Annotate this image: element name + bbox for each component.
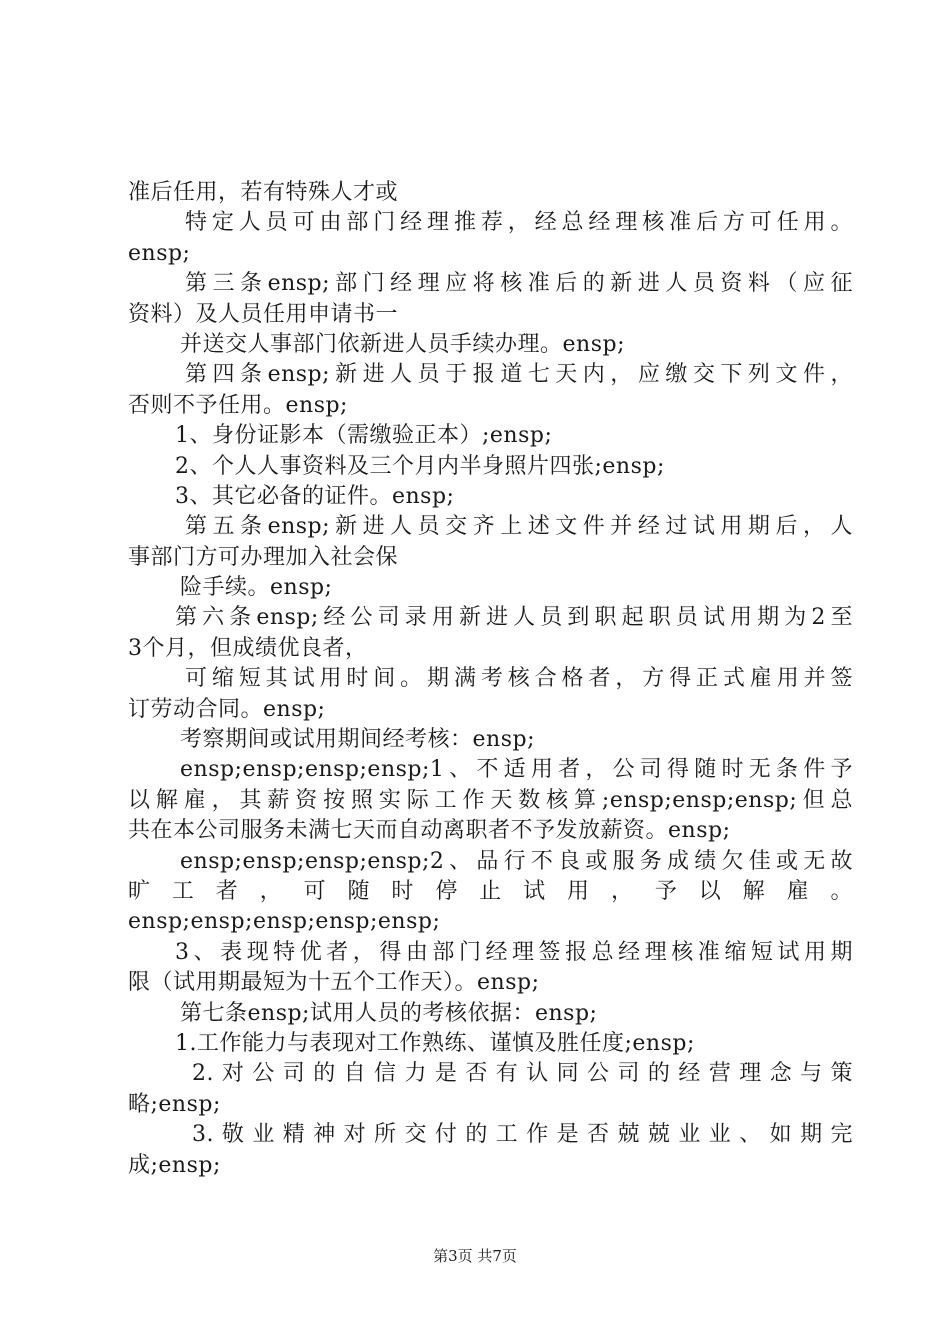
text-line: ensp;ensp;ensp;ensp;1、不适用者，公司得随时无条件予 — [180, 757, 853, 783]
text-line: 共在本公司服务未满七天而自动离职者不予发放薪资。ensp; — [128, 818, 731, 844]
text-line: 第六条ensp;经公司录用新进人员到职起职员试用期为2至 — [175, 605, 853, 631]
text-line: 3个月，但成绩优良者， — [128, 635, 368, 661]
text-line: 3、表现特优者，得由部门经理签报总经理核准缩短试用期 — [175, 939, 853, 965]
text-line: 考察期间或试用期间经考核：ensp; — [180, 727, 535, 753]
text-line: 资料）及人员任用申请书一 — [128, 301, 399, 327]
text-line: 第三条ensp;部门经理应将核准后的新进人员资料（应征 — [185, 271, 853, 297]
page-footer: 第3页 共7页 — [433, 1247, 517, 1265]
text-line: ensp;ensp;ensp;ensp;ensp; — [128, 909, 441, 935]
text-line: 准后任用，若有特殊人才或 — [128, 180, 399, 205]
text-line: 第五条ensp;新进人员交齐上述文件并经过试用期后，人 — [185, 514, 853, 540]
text-line: 第四条ensp;新进人员于报道七天内，应缴交下列文件， — [185, 362, 853, 388]
text-line: 略;ensp; — [128, 1091, 221, 1117]
text-line: 第七条ensp;试用人员的考核依据：ensp; — [180, 1000, 598, 1026]
text-line: ensp; — [128, 240, 191, 266]
text-line: 特定人员可由部门经理推荐，经总经理核准后方可任用。 — [185, 210, 853, 236]
text-line: 可缩短其试用时间。期满考核合格者，方得正式雇用并签 — [185, 666, 853, 692]
text-line: 1、身份证影本（需缴验正本）;ensp; — [175, 423, 553, 449]
text-line: 限（试用期最短为十五个工作天）。ensp; — [128, 970, 540, 996]
text-line: 2、个人人事资料及三个月内半身照片四张;ensp; — [175, 453, 665, 479]
document-body — [128, 178, 853, 1181]
text-line: 旷工者，可随时停止试用，予以解雇。 — [128, 878, 853, 904]
text-line: 以解雇，其薪资按照实际工作天数核算;ensp;ensp;ensp;但总 — [128, 787, 853, 813]
text-line: 险手续。ensp; — [180, 575, 333, 601]
text-line: 3.敬业精神对所交付的工作是否兢兢业业、如期完 — [192, 1122, 853, 1148]
text-line: 订劳动合同。ensp; — [128, 696, 326, 722]
text-line: 1.工作能力与表现对工作熟练、谨慎及胜任度;ensp; — [175, 1030, 695, 1056]
text-line: ensp;ensp;ensp;ensp;2、品行不良或服务成绩欠佳或无故 — [180, 848, 853, 874]
text-line: 2.对公司的自信力是否有认同公司的经营理念与策 — [192, 1061, 853, 1087]
text-line: 事部门方可办理加入社会保 — [128, 544, 399, 570]
text-line: 3、其它必备的证件。ensp; — [175, 483, 455, 509]
text-line: 成;ensp; — [128, 1152, 221, 1178]
text-line: 否则不予任用。ensp; — [128, 392, 348, 418]
text-line: 并送交人事部门依新进人员手续办理。ensp; — [180, 331, 625, 357]
